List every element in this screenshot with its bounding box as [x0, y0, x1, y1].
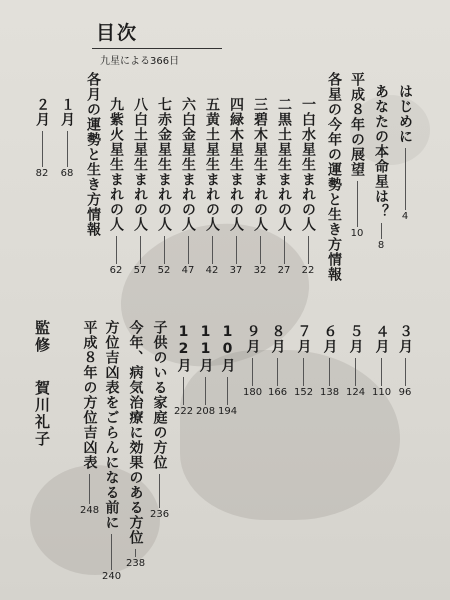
page-subtitle: 九星による366日: [100, 56, 180, 67]
leader-line: [381, 223, 382, 239]
leader-line: [188, 236, 189, 264]
entry-page: 4: [401, 211, 409, 222]
entry-page: 238: [126, 558, 146, 569]
leader-line: [236, 236, 237, 264]
leader-line: [67, 131, 68, 167]
entry-title: 今年、病気治療に効果のある方位: [127, 320, 144, 545]
entry-title: 10月: [219, 324, 236, 373]
leader-line: [355, 358, 356, 386]
entry-page: 52: [157, 265, 171, 276]
entry-page: 37: [229, 265, 243, 276]
entry-title: 八白土星生まれの人: [132, 97, 148, 232]
entry-page: 222: [174, 406, 194, 417]
toc-entry: [372, 324, 391, 398]
leader-line: [277, 358, 278, 386]
leader-line: [89, 474, 90, 504]
toc-entry: [60, 97, 74, 179]
toc-entry: [243, 324, 262, 398]
leader-line: [329, 358, 330, 386]
toc-entry: [181, 97, 195, 276]
entry-page: 180: [243, 387, 263, 398]
leader-line: [183, 377, 184, 405]
entry-page: 32: [253, 265, 267, 276]
leader-line: [164, 236, 165, 264]
entry-title: 四緑木星生まれの人: [228, 97, 244, 232]
entry-page: 96: [398, 387, 412, 398]
entry-title: ６月: [321, 324, 338, 354]
entry-title: 各星の今年の運勢と生き方情報: [326, 72, 342, 282]
entry-page: 194: [218, 406, 238, 417]
entry-title: 子供のいる家庭の方位: [151, 320, 168, 470]
entry-title: あなたの本命星は？: [373, 84, 389, 219]
toc-entry: [126, 320, 145, 569]
toc-entry: [218, 324, 237, 417]
entry-title: ４月: [373, 324, 390, 354]
entry-title: 六白金星生まれの人: [180, 97, 196, 232]
toc-entry: [277, 97, 291, 276]
section-heading: [327, 72, 341, 282]
entry-page: 124: [346, 387, 366, 398]
supervisor-credit: [34, 320, 49, 448]
toc-entry: [205, 97, 219, 276]
toc-entry: [346, 324, 365, 398]
entry-title: 平成８年の展望: [349, 72, 365, 177]
leader-line: [212, 236, 213, 264]
entry-title: 七赤金星生まれの人: [156, 97, 172, 232]
leader-line: [308, 236, 309, 264]
entry-page: 248: [80, 505, 100, 516]
toc-entry: [174, 324, 193, 417]
leader-line: [303, 358, 304, 386]
entry-page: 57: [133, 265, 147, 276]
entry-title: ８月: [269, 324, 286, 354]
entry-title: 二黒土星生まれの人: [276, 97, 292, 232]
entry-title: ２月: [34, 97, 50, 127]
toc-entry: [294, 324, 313, 398]
entry-page: 10: [350, 228, 364, 239]
entry-page: 47: [181, 265, 195, 276]
entry-title: 11月: [197, 324, 214, 373]
entry-title: 12月: [175, 324, 192, 373]
entry-page: 152: [294, 387, 314, 398]
entry-page: 68: [60, 168, 74, 179]
toc-entry: [350, 72, 364, 239]
entry-page: 208: [196, 406, 216, 417]
leader-line: [357, 181, 358, 227]
entry-page: 236: [150, 509, 170, 520]
toc-entry: [398, 324, 412, 398]
leader-line: [111, 534, 112, 570]
entry-page: 82: [35, 168, 49, 179]
entry-page: 138: [320, 387, 340, 398]
leader-line: [135, 549, 136, 557]
toc-entry: [196, 324, 215, 417]
toc-entry: [398, 84, 412, 222]
leader-line: [260, 236, 261, 264]
entry-title: ７月: [295, 324, 312, 354]
leader-line: [42, 131, 43, 167]
entry-title: ９月: [244, 324, 261, 354]
entry-title: 九紫火星生まれの人: [108, 97, 124, 232]
title-divider: [92, 48, 222, 49]
entry-title: １月: [59, 97, 75, 127]
entry-page: 42: [205, 265, 219, 276]
entry-title: 一白水星生まれの人: [300, 97, 316, 232]
entry-title: 各月の運勢と生き方情報: [85, 72, 101, 237]
leader-line: [381, 358, 382, 386]
entry-page: 22: [301, 265, 315, 276]
leader-line: [140, 236, 141, 264]
toc-entry: [80, 320, 99, 516]
leader-line: [405, 148, 406, 210]
toc-entry: [35, 97, 49, 179]
toc-entry: [133, 97, 147, 276]
entry-title: 平成８年の方位吉凶表: [81, 320, 98, 470]
entry-page: 8: [377, 240, 385, 251]
section-heading: [86, 72, 100, 237]
leader-line: [252, 358, 253, 386]
supervisor-label: 監修: [33, 320, 51, 354]
page-title: 目次: [96, 22, 139, 44]
leader-line: [116, 236, 117, 264]
toc-entry: [253, 97, 267, 276]
entry-page: 27: [277, 265, 291, 276]
toc-entry: [109, 97, 123, 276]
entry-page: 110: [372, 387, 392, 398]
leader-line: [159, 474, 160, 508]
toc-entry: [157, 97, 171, 276]
entry-title: はじめに: [397, 84, 413, 144]
supervisor-name: 賀川礼子: [33, 380, 51, 448]
toc-entry: [374, 84, 388, 251]
entry-title: 五黄土星生まれの人: [204, 97, 220, 232]
leader-line: [284, 236, 285, 264]
toc-entry: [301, 97, 315, 276]
entry-title: ５月: [347, 324, 364, 354]
toc-entry: [102, 320, 121, 582]
leader-line: [405, 358, 406, 386]
entry-title: 方位吉凶表をごらんになる前に: [103, 320, 120, 530]
toc-entry: [229, 97, 243, 276]
entry-page: 240: [102, 571, 122, 582]
entry-title: 三碧木星生まれの人: [252, 97, 268, 232]
toc-entry: [268, 324, 287, 398]
entry-page: 166: [268, 387, 288, 398]
toc-entry: [320, 324, 339, 398]
entry-title: ３月: [397, 324, 413, 354]
leader-line: [205, 377, 206, 405]
entry-page: 62: [109, 265, 123, 276]
toc-entry: [150, 320, 169, 520]
leader-line: [227, 377, 228, 405]
